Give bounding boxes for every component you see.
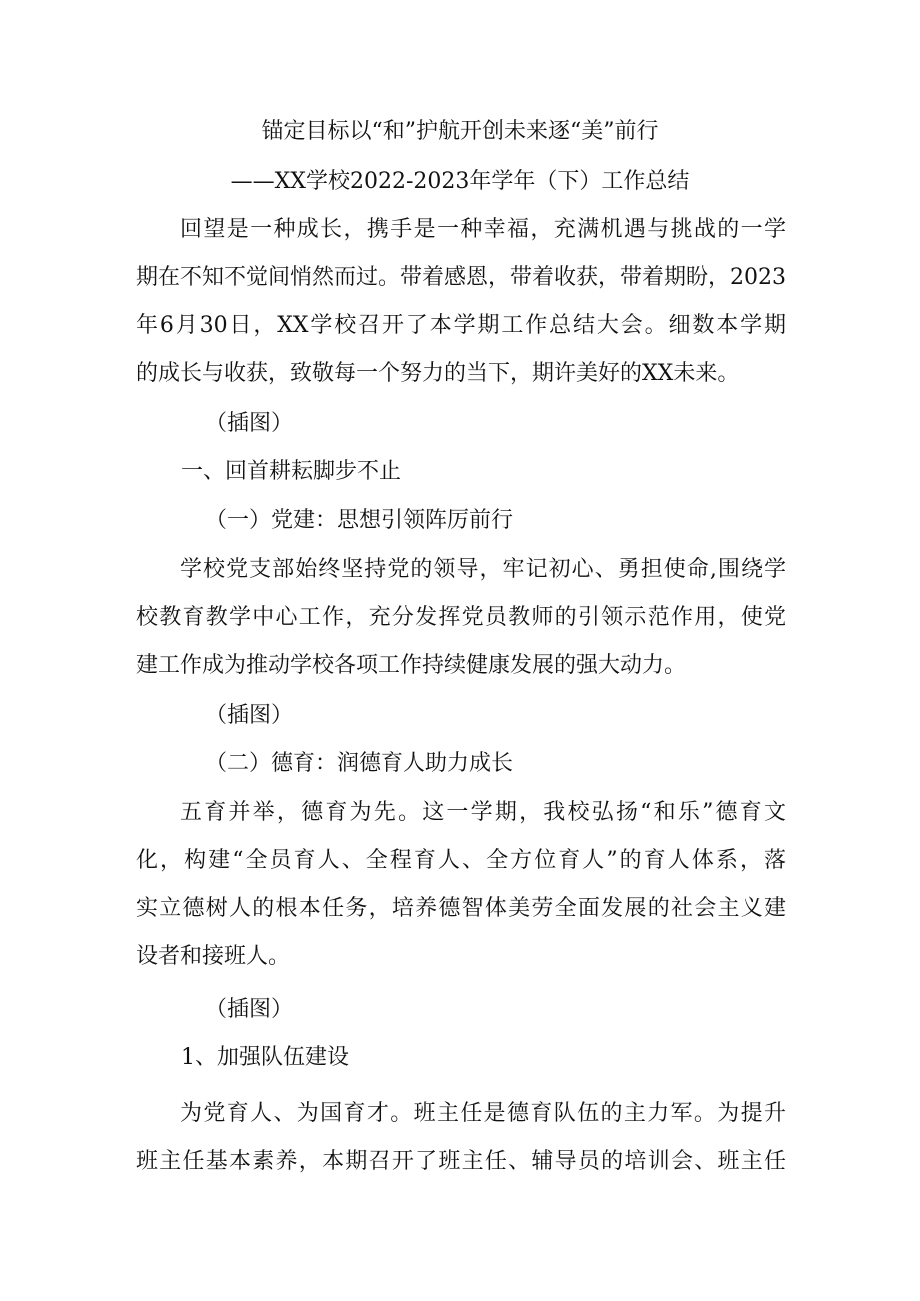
subsection-heading: （二）德育：润德育人助力成长 (205, 751, 514, 776)
paragraph-line: 五育并举，德育为先。这一学期，我校弘扬“和乐”德育文 (180, 800, 786, 825)
paragraph-line: 班主任基本素养，本期召开了班主任、辅导员的培训会、班主任 (136, 1149, 786, 1174)
paragraph-line: 建工作成为推动学校各项工作持续健康发展的强大动力。 (136, 653, 687, 678)
paragraph-line: 校教育教学中心工作，充分发挥党员教师的引领示范作用，使党 (136, 605, 786, 630)
paragraph-line: 实立德树人的根本任务，培养德智体美劳全面发展的社会主义建 (136, 896, 786, 921)
paragraph-line: 化，构建“全员育人、全程育人、全方位育人”的育人体系，落 (136, 848, 786, 873)
paragraph-line: 的成长与收获，致敬每一个努力的当下，期许美好的XX未来。 (136, 361, 740, 386)
subsection-heading: （一）党建：思想引领阵厉前行 (205, 508, 514, 533)
paragraph-line: 学校党支部始终坚持党的领导，牢记初心、勇担使命,围绕学 (180, 557, 786, 582)
paragraph-line: 设者和接班人。 (136, 944, 291, 969)
section-heading: 一、回首耕耘脚步不止 (181, 459, 402, 484)
figure-placeholder: （插图） (205, 703, 294, 728)
figure-placeholder: （插图） (205, 997, 294, 1022)
document-title: 锚定目标以“和”护航开创未来逐“美”前行 (261, 119, 659, 144)
document-subtitle: ——XX学校2022-2023年学年（下）工作总结 (230, 169, 690, 194)
paragraph-line: 年6月30日，XX学校召开了本学期工作总结大会。细数本学期 (136, 313, 786, 338)
paragraph-line: 为党育人、为国育才。班主任是德育队伍的主力军。为提升 (180, 1101, 786, 1126)
figure-placeholder: （插图） (205, 411, 294, 436)
list-item-heading: 1、加强队伍建设 (181, 1045, 349, 1070)
paragraph-line: 期在不知不觉间悄然而过。带着感恩，带着收获，带着期盼，2023 (136, 265, 786, 290)
paragraph-line: 回望是一种成长，携手是一种幸福，充满机遇与挑战的一学 (180, 217, 786, 242)
